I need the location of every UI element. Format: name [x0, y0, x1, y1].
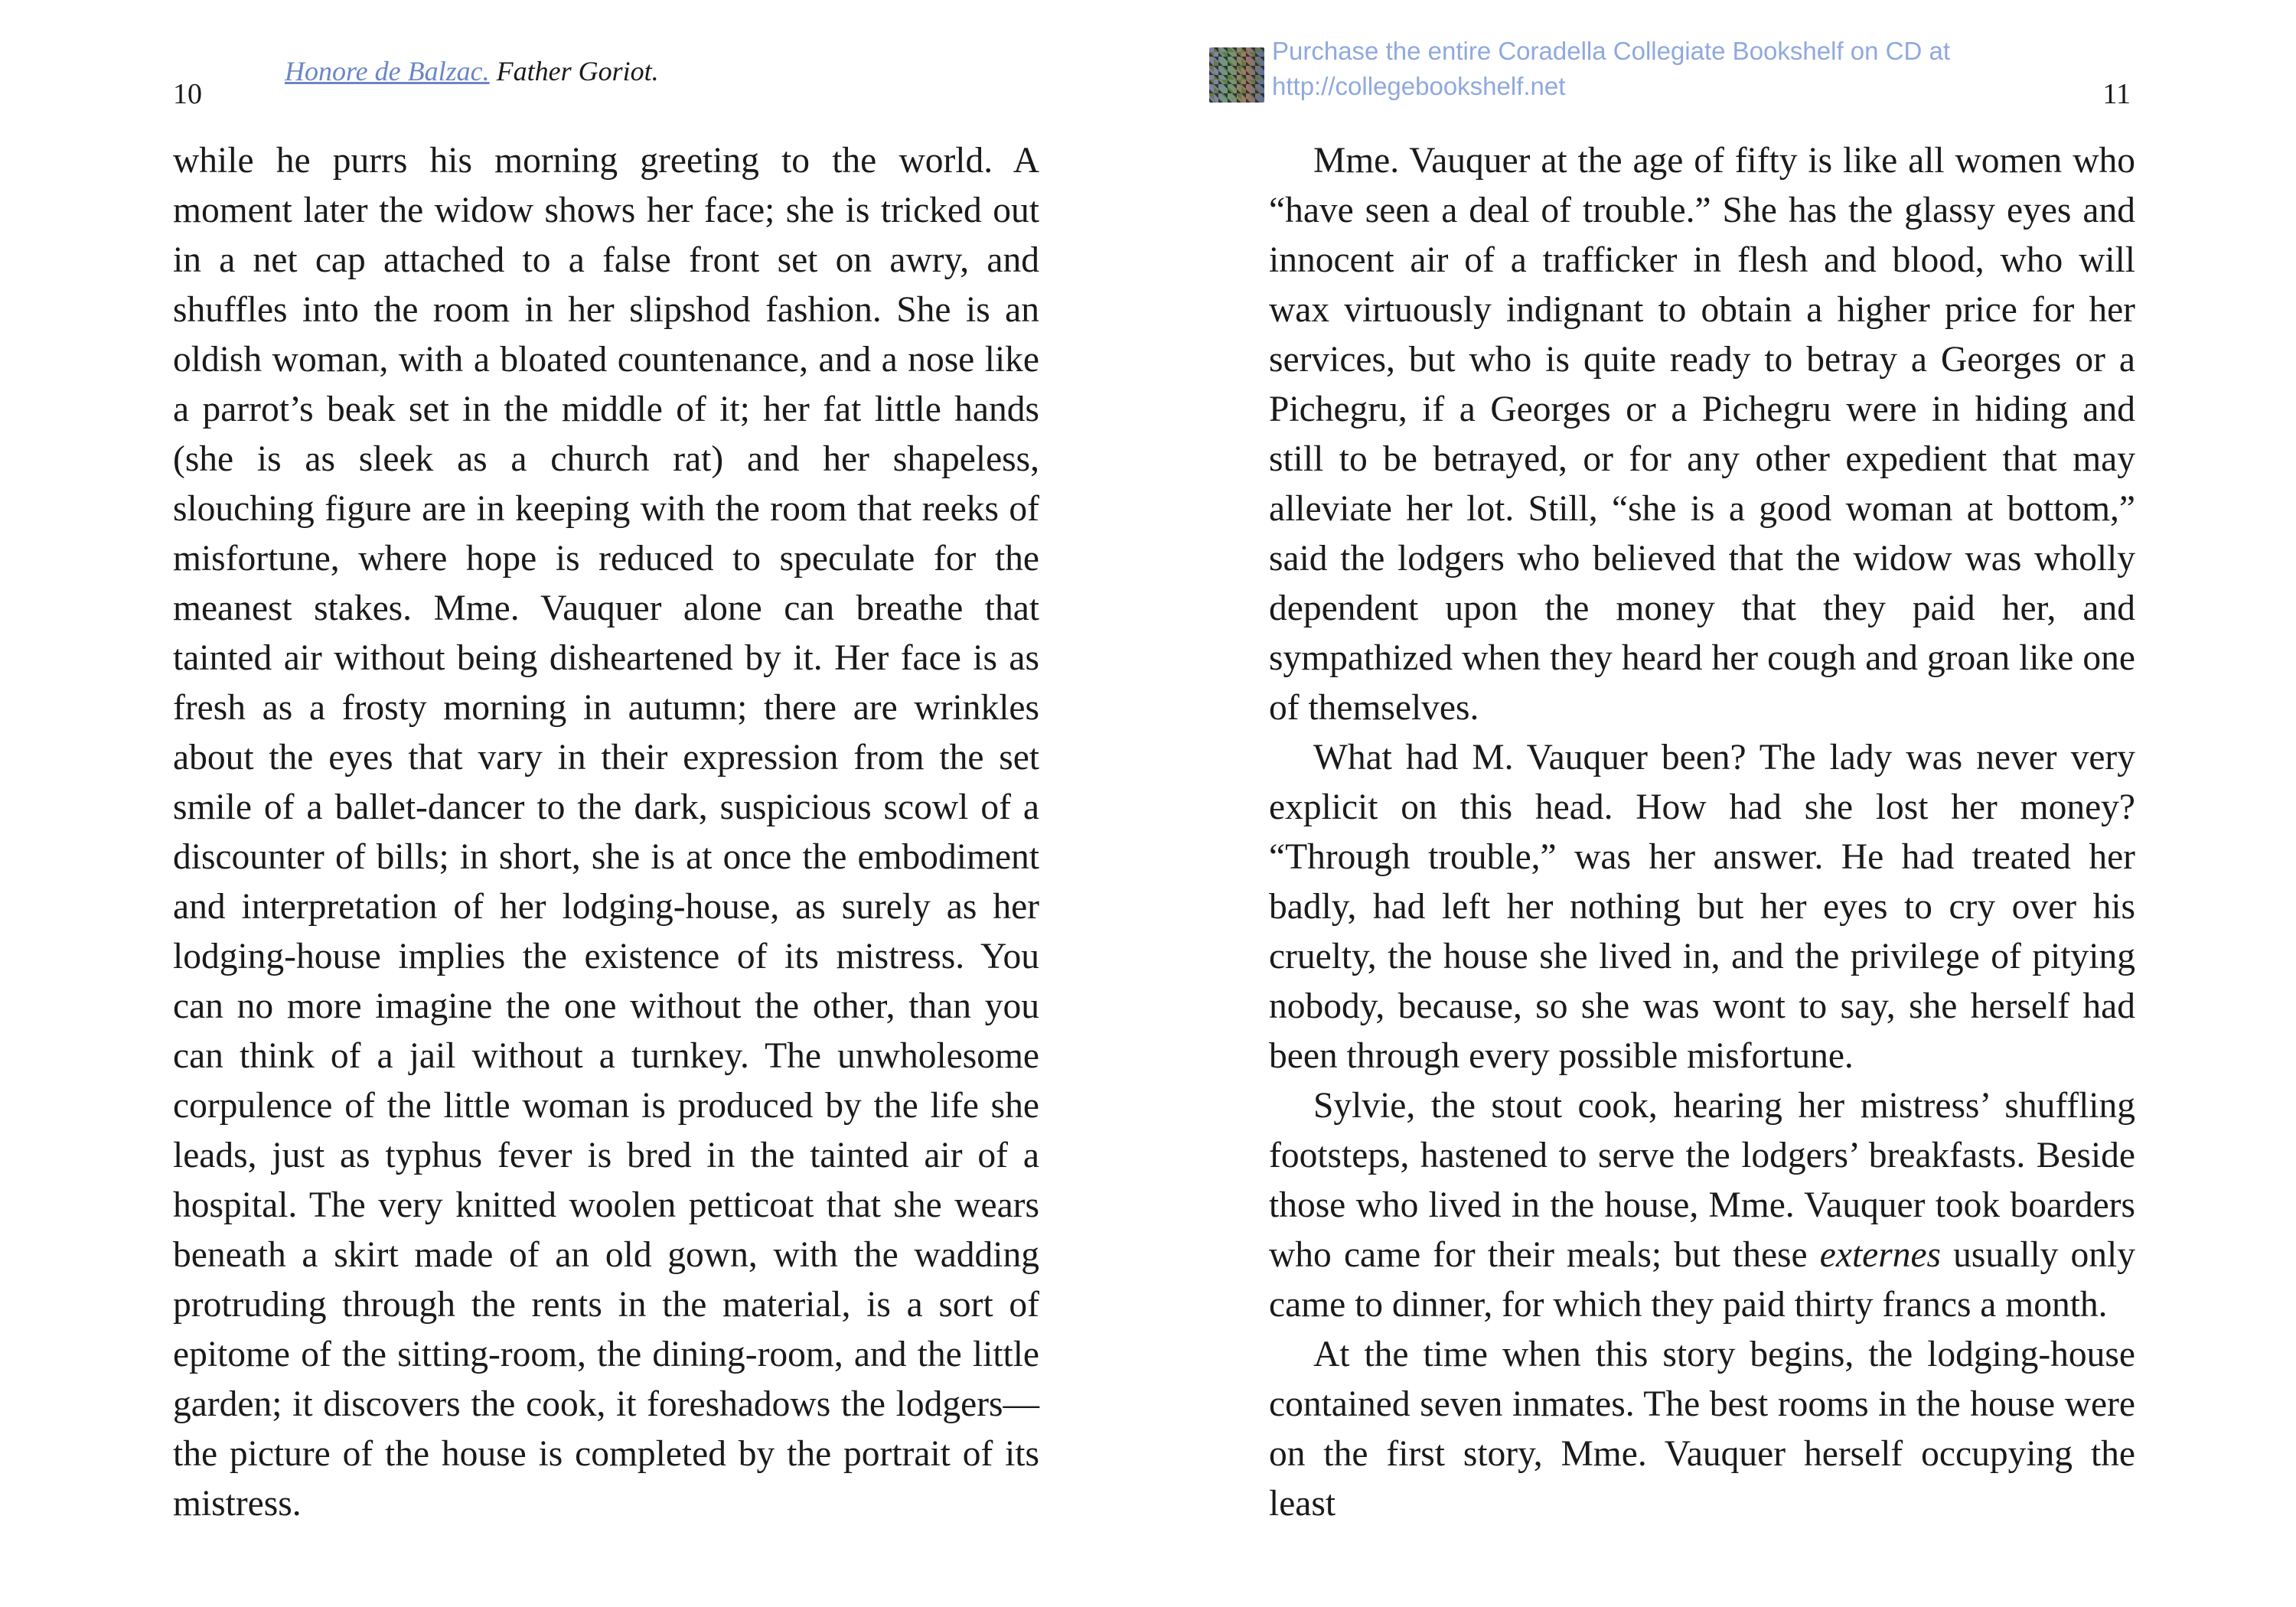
left-page-body [173, 136, 1039, 1529]
paragraph-right-2: What had M. Vauquer been? The lady was never very explicit on this head. How had she lost her money? “Through trouble,” was her answer. He had treated her badly, had left her nothing but her eyes to cry over his cruelty, the house she lived in, and the privilege of pitying nobody, because, so she was wont to say, she herself had been through every possible misfortune. [1269, 738, 2135, 1076]
page-number-left: 10 [173, 78, 202, 110]
promo-banner[interactable] [1272, 34, 2037, 104]
running-header [285, 55, 659, 87]
promo-line-1[interactable]: Purchase the entire Coradella Collegiate Bookshelf on CD at [1272, 37, 1951, 65]
book-title: Father Goriot. [496, 56, 659, 86]
right-page-body [1269, 136, 2135, 1529]
paragraph-right-1: Mme. Vauquer at the age of fifty is like all women who “have seen a deal of trouble.” She has the glassy eyes and innocent air of a trafficker in flesh and blood, who will wax virtuously indignant to obtain a higher price for her services, but who is quite ready to betray a Georges or a Pichegru, if a Georges or a Pichegru were in hiding and still to be betrayed, or for any other expedient that may alleviate her lot. Still, “she is a good woman at bottom,” said the lodgers who believed that the widow was wholly dependent upon the money that they paid her, and sympathized when they heard her cough and groan like one of themselves. [1269, 141, 2135, 728]
italic-term-externes: externes [1819, 1235, 1942, 1275]
paragraph-left-1: while he purrs his morning greeting to the world. A moment later the widow shows her face; she is tricked out in a net cap attached to a false front set on awry, and shuffles into the room in her slipshod fashion. She is an oldish woman, with a bloated countenance, and a nose like a parrot’s beak set in the middle of it; her fat little hands (she is as sleek as a church rat) and her shapeless, slouching figure are in keeping with the room that reeks of misfortune, where hope is reduced to speculate for the meanest stakes. Mme. Vauquer alone can breathe that tainted air without being disheartened by it. Her face is as fresh as a frosty morning in autumn; there are wrinkles about the eyes that vary in their expression from the set smile of a ballet-dancer to the dark, suspicious scowl of a discounter of bills; in short, she is at once the embodiment and interpretation of her lodging-house, as surely as her lodging-house implies the existence of its mistress. You can no more imagine the one without the other, than you can think of a jail without a turnkey. The unwholesome corpulence of the little woman is produced by the life she leads, just as typhus fever is bred in the tainted air of a hospital. The very knitted woolen petticoat that she wears beneath a skirt made of an old gown, with the wadding protruding through the rents in the material, is a sort of epitome of the sitting-room, the dining-room, and the little garden; it discovers the cook, it foreshadows the lodgers—the picture of the house is completed by the portrait of its mistress. [173, 141, 1039, 1524]
page-number-right: 11 [2102, 78, 2131, 110]
paragraph-right-3 [1269, 1081, 2135, 1330]
author-link[interactable]: Honore de Balzac. [285, 56, 490, 86]
paragraph-right-4: At the time when this story begins, the lodging-house contained seven inmates. The best rooms in the house were on the first story, Mme. Vauquer herself occupying the least [1269, 1335, 2135, 1524]
right-page [1148, 0, 2296, 1607]
paragraph-right-3-part-1: Sylvie, the stout cook, hearing her mistress’ shuffling footsteps, hastened to serve the lodgers’ breakfasts. Beside those who lived in the house, Mme. Vauquer took boarders who came for their meals; but these [1269, 1086, 2135, 1275]
cd-thumbnail-icon[interactable] [1209, 47, 1264, 103]
paragraph-right-3-part-2: usually only came to dinner, for which they paid thirty francs a month. [1269, 1235, 2135, 1325]
promo-url[interactable]: http://collegebookshelf.net [1272, 72, 1566, 100]
